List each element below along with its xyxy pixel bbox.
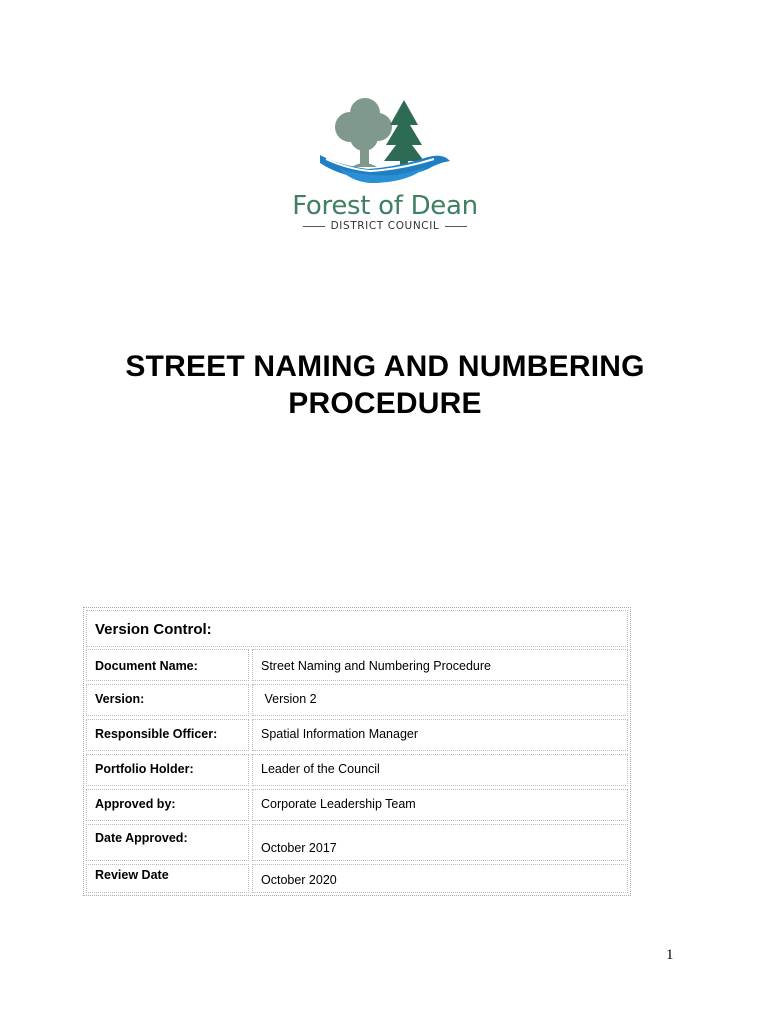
row-value-cell	[252, 864, 628, 893]
council-logo	[278, 95, 492, 245]
row-value-cell	[252, 824, 628, 861]
row-value-cell	[252, 789, 628, 821]
logo-name: Forest of Dean	[292, 191, 478, 221]
title-line-1: STREET NAMING AND NUMBERING	[125, 350, 645, 383]
row-label-cell	[86, 789, 249, 821]
row-value: Leader of the Council	[261, 762, 380, 776]
row-value: October 2020	[261, 873, 337, 887]
row-label: Date Approved:	[95, 831, 188, 845]
row-value: Version 2	[261, 692, 317, 706]
page-number: 1	[666, 947, 674, 963]
row-label-cell	[86, 719, 249, 751]
row-value: October 2017	[261, 841, 337, 855]
title-line-2: PROCEDURE	[288, 387, 482, 420]
version-control-heading: Version Control:	[95, 621, 212, 638]
deciduous-tree-icon	[335, 98, 392, 167]
row-label-cell	[86, 824, 249, 861]
table-row	[86, 684, 628, 716]
table-row	[86, 649, 628, 681]
logo-divider-right	[445, 226, 467, 227]
row-value: Spatial Information Manager	[261, 727, 419, 741]
table-row	[86, 789, 628, 821]
row-label: Document Name:	[95, 659, 198, 673]
row-label: Responsible Officer:	[95, 727, 218, 741]
row-value-cell	[252, 719, 628, 751]
table-row	[86, 719, 628, 751]
version-control-table	[83, 607, 631, 896]
logo-subtitle	[278, 220, 492, 232]
row-label-cell	[86, 864, 249, 893]
row-value: Corporate Leadership Team	[261, 797, 416, 811]
table-row	[86, 824, 628, 861]
tree-emblem-icon	[278, 95, 492, 191]
row-label: Version:	[95, 692, 145, 706]
row-label-cell	[86, 754, 249, 786]
logo-subtitle-text: DISTRICT COUNCIL	[330, 220, 440, 232]
conifer-tree-icon	[384, 100, 424, 169]
table-row	[86, 754, 628, 786]
river-icon	[320, 155, 450, 183]
row-label-cell	[86, 684, 249, 716]
row-label: Review Date	[95, 868, 169, 882]
version-control-heading-cell	[86, 610, 628, 647]
row-label: Approved by:	[95, 797, 176, 811]
row-label-cell	[86, 649, 249, 681]
logo-divider-left	[303, 226, 325, 227]
row-value: Street Naming and Numbering Procedure	[261, 659, 491, 673]
row-value-cell	[252, 649, 628, 681]
document-title	[60, 348, 710, 422]
row-value-cell	[252, 754, 628, 786]
row-label: Portfolio Holder:	[95, 762, 194, 776]
row-value-cell	[252, 684, 628, 716]
table-row	[86, 864, 628, 893]
